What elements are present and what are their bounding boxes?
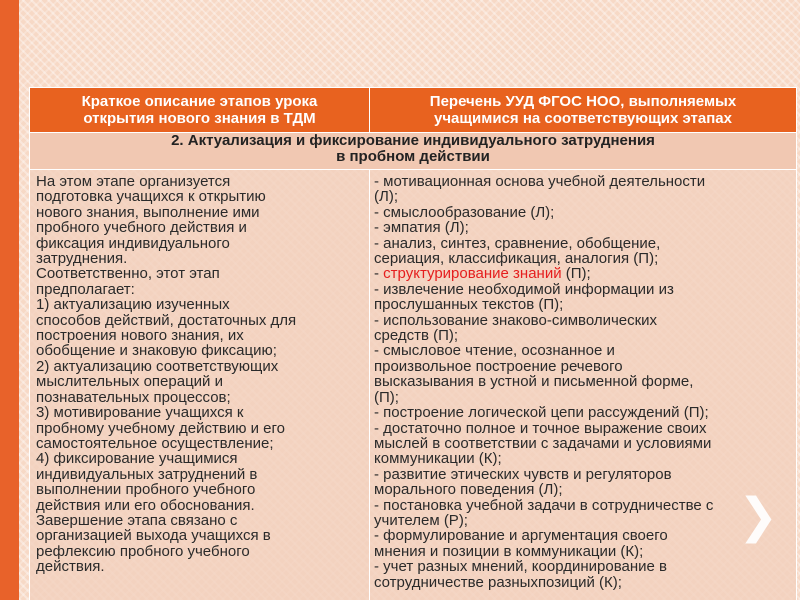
uud-line: (П);: [374, 388, 399, 406]
uud-line: - учет разных мнений, координирование в: [374, 558, 667, 576]
table-header-row: [30, 88, 797, 133]
description-line: построения нового знания, их: [36, 327, 244, 345]
stage-title-line1: 2. Актуализация и фиксирование индивидуального затруднения: [171, 132, 655, 149]
uud-line: - анализ, синтез, сравнение, обобщение,: [374, 234, 661, 252]
description-line: познавательных процессов;: [36, 388, 231, 406]
stage-description-cell: [30, 170, 370, 600]
uud-line: сериация, классификация, аналогия (П);: [374, 250, 659, 268]
header-right-line1: Перечень УУД ФГОС НОО, выполняемых: [429, 93, 737, 110]
uud-line: - постановка учебной задачи в сотрудничестве с: [374, 496, 714, 514]
stage-title-line2: в пробном действии: [336, 148, 490, 165]
description-line: пробного учебного действия и: [36, 219, 247, 237]
uud-item-suffix: (П);: [561, 265, 591, 283]
description-line: Соответственно, этот этап: [36, 265, 220, 283]
description-line: Завершение этапа связано с: [36, 511, 238, 529]
description-line: действия или его обоснования.: [36, 496, 255, 514]
description-line: пробному учебному действию и его: [36, 419, 286, 437]
uud-line: - смыслообразование (Л);: [374, 203, 555, 221]
uud-line: - построение логической цепи рассуждений (П);: [374, 404, 709, 422]
stage-description-text: [30, 170, 369, 575]
description-line: мыслительных операций и: [36, 373, 223, 391]
content-row: [30, 170, 797, 600]
header-left-cell: [30, 88, 370, 133]
description-line: затруднения.: [36, 250, 128, 268]
description-line: нового знания, выполнение ими: [36, 203, 260, 221]
uud-line: прослушанных текстов (П);: [374, 296, 564, 314]
uud-table: [29, 87, 797, 600]
uud-line: средств (П);: [374, 327, 459, 345]
uud-line: морального поведения (Л);: [374, 481, 563, 499]
uud-line: - эмпатия (Л);: [374, 219, 469, 237]
header-left-line1: Краткое описание этапов урока: [81, 93, 318, 110]
uud-line: - использование знаково-символических: [374, 311, 658, 329]
uud-line: - смысловое чтение, осознанное и: [374, 342, 615, 360]
description-line: На этом этапе организуется: [36, 173, 231, 190]
description-line: рефлексию пробного учебного: [36, 542, 250, 560]
uud-line: мнения и позиции в коммуникации (К);: [374, 542, 644, 560]
stage-title-cell: [30, 133, 797, 170]
uud-list-cell: [370, 170, 797, 600]
uud-list-text: [370, 170, 796, 590]
uud-line: сотрудничестве разныхпозиций (К);: [374, 573, 622, 591]
description-line: фиксация индивидуального: [36, 234, 230, 252]
uud-line: - извлечение необходимой информации из: [374, 280, 674, 298]
side-accent-bar: [0, 0, 19, 600]
uud-line: коммуникации (К);: [374, 450, 502, 468]
slide: [19, 0, 800, 600]
stage-row: [30, 133, 797, 170]
description-line: 2) актуализацию соответствующих: [36, 357, 279, 375]
uud-item-prefix: -: [374, 265, 384, 283]
uud-line: - развитие этических чувств и регуляторов: [374, 465, 672, 483]
uud-line: - достаточно полное и точное выражение своих: [374, 419, 707, 437]
chevron-right-icon[interactable]: ❯: [738, 488, 779, 544]
description-line: самостоятельное осуществление;: [36, 434, 274, 452]
uud-line: учителем (Р);: [374, 511, 468, 529]
description-line: 4) фиксирование учащимися: [36, 450, 238, 468]
uud-line: высказывания в устной и письменной форме,: [374, 373, 694, 391]
uud-item-structuring: [374, 266, 792, 281]
description-line: способов действий, достаточных для: [36, 311, 297, 329]
uud-line: мыслей в соответствии с задачами и условиями: [374, 434, 712, 452]
header-left-line2: открытия нового знания в ТДМ: [83, 110, 316, 127]
description-line: 1) актуализацию изученных: [36, 296, 230, 314]
description-line: обобщение и знаковую фиксацию;: [36, 342, 277, 360]
uud-line: (Л);: [374, 188, 399, 206]
description-line: выполнении пробного учебного: [36, 481, 256, 499]
header-right-line2: учащимися на соответствующих этапах: [434, 110, 732, 127]
description-line: подготовка учащихся к открытию: [36, 188, 266, 206]
highlighted-term: структурирование знаний: [383, 265, 562, 283]
header-right-cell: [370, 88, 797, 133]
description-line: 3) мотивирование учащихся к: [36, 404, 244, 422]
description-line: предполагает:: [36, 280, 135, 298]
uud-line: - формулирование и аргументация своего: [374, 527, 668, 545]
description-line: действия.: [36, 558, 105, 576]
description-line: индивидуальных затруднений в: [36, 465, 258, 483]
uud-line: - мотивационная основа учебной деятельности: [374, 173, 706, 190]
uud-line: произвольное построение речевого: [374, 357, 623, 375]
description-line: организацией выхода учащихся в: [36, 527, 271, 545]
